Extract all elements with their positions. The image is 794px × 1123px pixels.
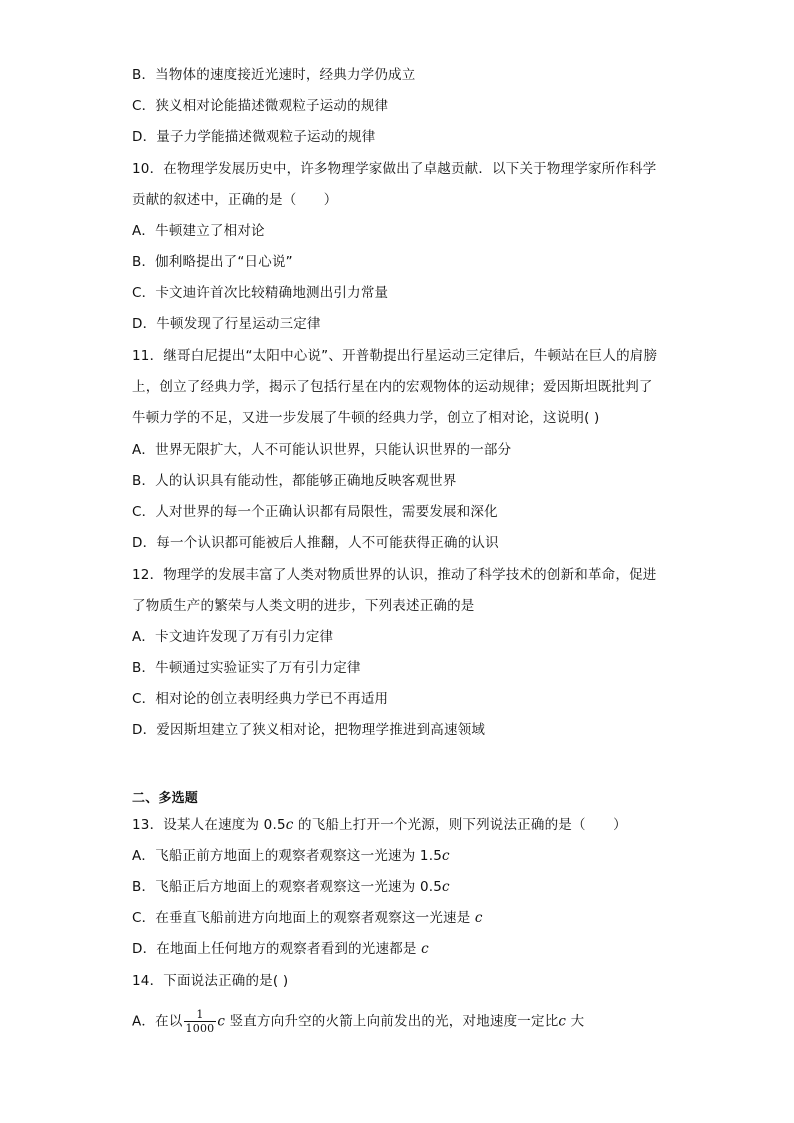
q11-option-d: D．每一个认识都可能被后人推翻，人不可能获得正确的认识 bbox=[132, 535, 499, 551]
q14-option-a bbox=[132, 1008, 672, 1035]
q12-option-a: A．卡文迪许发现了万有引力定律 bbox=[132, 629, 334, 645]
q9-option-b: B．当物体的速度接近光速时，经典力学仍成立 bbox=[132, 67, 416, 83]
q13-option-b-var: c bbox=[442, 879, 450, 895]
q13-option-c bbox=[132, 908, 672, 928]
q14-option-a-post: 大 bbox=[566, 1013, 585, 1030]
fraction-denominator: 1000 bbox=[185, 1022, 215, 1035]
q14-option-a-pre: A．在以 bbox=[132, 1013, 183, 1030]
q14-option-a-var1: c bbox=[217, 1013, 226, 1030]
q10-stem-line2: 贡献的叙述中，正确的是（ ） bbox=[132, 192, 338, 208]
q9-option-c: C．狭义相对论能描述微观粒子运动的规律 bbox=[132, 98, 389, 114]
q14-stem: 14．下面说法正确的是( ) bbox=[132, 973, 289, 989]
q10-stem-line1: 10．在物理学发展历史中，许多物理学家做出了卓越贡献．以下关于物理学家所作科学 bbox=[132, 161, 657, 177]
q13-stem bbox=[132, 815, 672, 835]
q13-stem-pre: 13．设某人在速度为 0.5 bbox=[132, 817, 286, 833]
q11-stem-line1: 11．继哥白尼提出“太阳中心说”、开普勒提出行星运动三定律后，牛顿站在巨人的肩膀 bbox=[132, 348, 658, 364]
q13-stem-var: c bbox=[285, 817, 294, 833]
q12-option-d: D．爱因斯坦建立了狭义相对论，把物理学推进到高速领域 bbox=[132, 722, 486, 738]
q10-option-a: A．牛顿建立了相对论 bbox=[132, 223, 265, 239]
q10-option-d: D．牛顿发现了行星运动三定律 bbox=[132, 316, 321, 332]
q11-option-a: A．世界无限扩大，人不可能认识世界，只能认识世界的一部分 bbox=[132, 442, 512, 458]
q10-option-b: B．伽利略提出了“日心说” bbox=[132, 254, 293, 270]
fraction-numerator: 1 bbox=[184, 1008, 217, 1022]
q12-option-b: B．牛顿通过实验证实了万有引力定律 bbox=[132, 660, 361, 676]
q13-option-c-text: C．在垂直飞船前进方向地面上的观察者观察这一光速是 bbox=[132, 910, 475, 926]
q13-stem-post: 的飞船上打开一个光源，则下列说法正确的是（ ） bbox=[293, 817, 627, 833]
q11-stem-line3: 牛顿力学的不足，又进一步发展了牛顿的经典力学，创立了相对论，这说明( ) bbox=[132, 410, 600, 426]
q10-option-c: C．卡文迪许首次比较精确地测出引力常量 bbox=[132, 285, 389, 301]
q9-option-d: D．量子力学能描述微观粒子运动的规律 bbox=[132, 129, 376, 145]
q12-stem-line1: 12．物理学的发展丰富了人类对物质世界的认识，推动了科学技术的创新和革命，促进 bbox=[132, 567, 657, 583]
q13-option-b bbox=[132, 877, 672, 897]
q12-stem-line2: 了物质生产的繁荣与人类文明的进步，下列表述正确的是 bbox=[132, 598, 475, 614]
q13-option-a-text: A．飞船正前方地面上的观察者观察这一光速为 1.5 bbox=[132, 848, 442, 864]
section-title-multiple-choice: 二、多选题 bbox=[132, 791, 199, 806]
q14-option-a-mid: 竖直方向升空的火箭上向前发出的光，对地速度一定比 bbox=[225, 1013, 559, 1030]
q13-option-b-text: B．飞船正后方地面上的观察者观察这一光速为 0.5 bbox=[132, 879, 443, 895]
q11-option-b: B．人的认识具有能动性，都能够正确地反映客观世界 bbox=[132, 473, 457, 489]
q12-option-c: C．相对论的创立表明经典力学已不再适用 bbox=[132, 691, 389, 707]
q13-option-a bbox=[132, 846, 672, 866]
q13-option-a-var: c bbox=[442, 848, 450, 864]
fraction bbox=[184, 1008, 217, 1035]
q13-option-d-text: D．在地面上任何地方的观察者看到的光速都是 bbox=[132, 941, 422, 957]
q13-option-c-var: c bbox=[474, 910, 483, 926]
q13-option-d-var: c bbox=[421, 941, 429, 957]
q14-option-a-var2: c bbox=[558, 1013, 567, 1030]
q11-stem-line2: 上，创立了经典力学，揭示了包括行星在内的宏观物体的运动规律；爱因斯坦既批判了 bbox=[132, 379, 653, 395]
q11-option-c: C．人对世界的每一个正确认识都有局限性，需要发展和深化 bbox=[132, 504, 498, 520]
q13-option-d bbox=[132, 939, 672, 959]
